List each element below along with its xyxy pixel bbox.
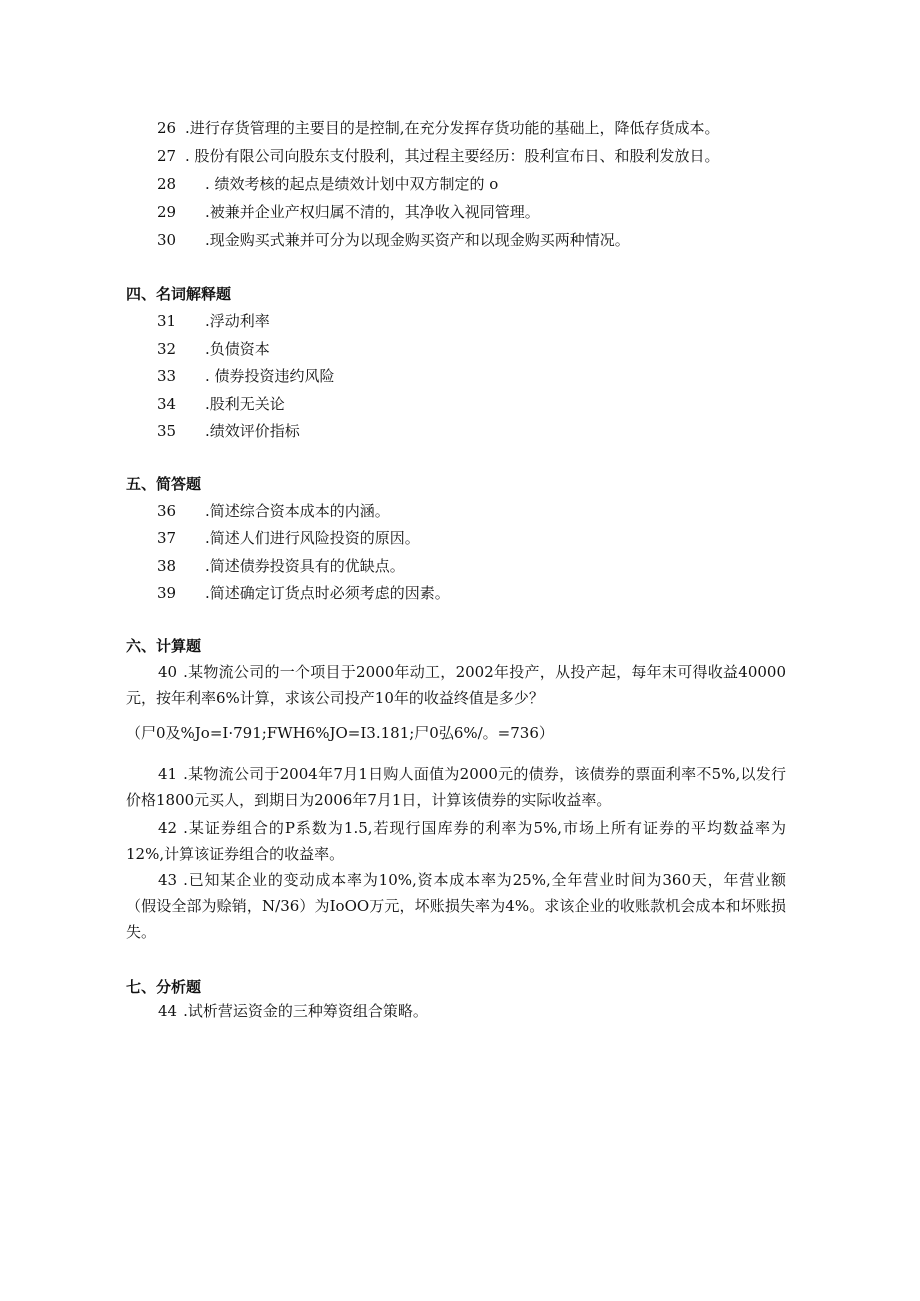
question-37 [157, 528, 420, 548]
question-text: .简述确定订货点时必须考虑的因素。 [205, 584, 450, 602]
question-number: 32 [157, 340, 177, 358]
question-28 [157, 174, 498, 194]
question-number: 44 [158, 1002, 178, 1020]
question-text: .绩效评价指标 [205, 422, 300, 440]
question-number: 43 [158, 871, 178, 889]
section-heading-terms: 四、名词解释题 [126, 285, 232, 303]
question-text: .某物流公司的一个项目于2000年动工，2002年投产，从投产起，每年末可得收益40000元，按年利率6%计算，求该公司投产10年的收益终值是多少？ [126, 663, 786, 707]
question-40 [126, 659, 786, 711]
question-text: .简述债券投资具有的优缺点。 [205, 557, 405, 575]
question-number: 42 [158, 819, 178, 837]
question-text: .已知某企业的变动成本率为10%,资本成本率为25%,全年营业时间为360天，年营业额（假设全部为赊销，N/36）为IoOO万元，坏账损失率为4%。求该企业的收账款机会成本和坏账损失。 [126, 871, 786, 941]
question-29 [157, 202, 540, 222]
formula-hint: （尸0及%Jo=I·791;FWH6%JO=I3.181;尸0弘6%/。=736） [126, 724, 554, 742]
question-34 [157, 394, 285, 414]
question-36 [157, 501, 390, 521]
question-number: 39 [157, 584, 177, 602]
question-number: 29 [157, 203, 177, 221]
question-text: .股利无关论 [205, 395, 285, 413]
question-text: .某证券组合的P系数为1.5,若现行国库券的利率为5%,市场上所有证券的平均数益率为12%,计算该证券组合的收益率。 [126, 819, 786, 863]
question-number: 38 [157, 557, 177, 575]
section-heading-short-answer: 五、简答题 [126, 475, 202, 493]
question-39 [157, 583, 450, 603]
question-number: 26 [157, 119, 177, 137]
question-text: .进行存货管理的主要目的是控制,在充分发挥存货功能的基础上，降低存货成本。 [185, 119, 720, 137]
question-26 [157, 118, 720, 138]
question-41 [126, 761, 786, 813]
question-number: 28 [157, 175, 177, 193]
question-number: 40 [158, 663, 178, 681]
section-heading-analysis: 七、分析题 [126, 978, 202, 996]
question-number: 33 [157, 367, 177, 385]
question-30 [157, 230, 630, 250]
question-number: 35 [157, 422, 177, 440]
question-43 [126, 867, 786, 945]
question-38 [157, 556, 405, 576]
section-heading-calculation: 六、计算题 [126, 637, 202, 655]
question-number: 36 [157, 502, 177, 520]
question-text: .被兼并企业产权归属不清的，其净收入视同管理。 [205, 203, 540, 221]
question-text: .简述人们进行风险投资的原因。 [205, 529, 420, 547]
question-number: 41 [158, 765, 178, 783]
question-text: . 绩效考核的起点是绩效计划中双方制定的 o [205, 175, 499, 193]
question-35 [157, 421, 300, 441]
question-27 [157, 146, 720, 166]
question-42 [126, 815, 786, 867]
question-text: .简述综合资本成本的内涵。 [205, 502, 390, 520]
question-number: 30 [157, 231, 177, 249]
question-text: .浮动利率 [205, 312, 270, 330]
question-text: .负债资本 [205, 340, 270, 358]
question-33 [157, 366, 335, 386]
question-number: 27 [157, 147, 177, 165]
question-number: 31 [157, 312, 177, 330]
question-text: .某物流公司于2004年7月1日购人面值为2000元的债券，该债券的票面利率不5%,以发行价格1800元买人，到期日为2006年7月1日，计算该债券的实际收益率。 [126, 765, 786, 809]
question-text: . 股份有限公司向股东支付股利，其过程主要经历：股利宣布日、和股利发放日。 [185, 147, 720, 165]
question-32 [157, 339, 270, 359]
question-number: 37 [157, 529, 177, 547]
question-number: 34 [157, 395, 177, 413]
question-text: .试析营运资金的三种筹资组合策略。 [183, 1002, 428, 1020]
question-31 [157, 311, 270, 331]
question-44 [126, 998, 786, 1024]
question-text: .现金购买式兼并可分为以现金购买资产和以现金购买两种情况。 [205, 231, 630, 249]
question-text: . 债券投资违约风险 [205, 367, 335, 385]
